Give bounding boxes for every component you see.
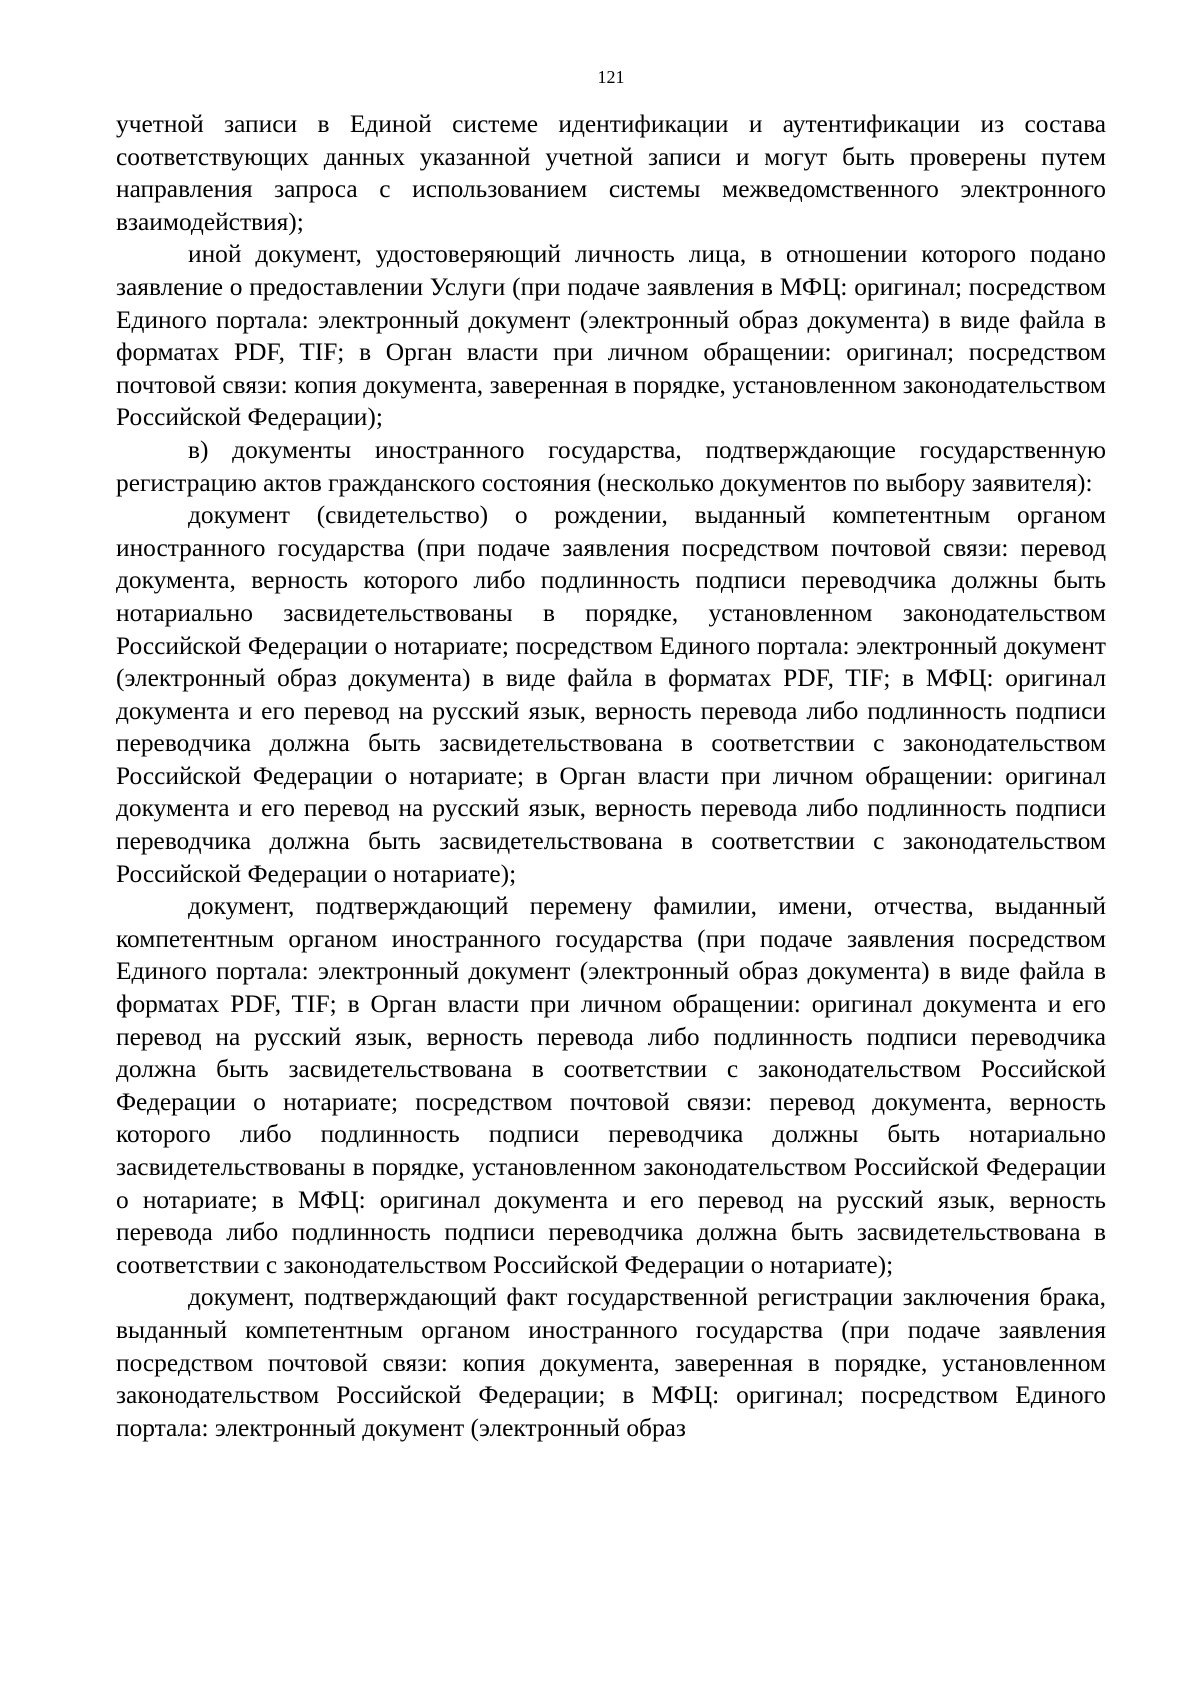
paragraph-foreign-state-documents: в) документы иностранного государства, подтверждающие государственную регистрацию актов гражданского состояния (несколько документов по выбору заявителя):: [116, 435, 1106, 497]
document-page: [116, 66, 1106, 1444]
paragraph-name-change-document: документ, подтверждающий перемену фамилии, имени, отчества, выданный компетентным органом иностранного государства (при подаче заявления посредством Единого портала: электронный документ (электронный образ документа) в виде файла в форматах PDF, TIF; в Орган власти при личном обращении: оригинал документа и его перевод на русский язык, верность перевода либо подлинность подписи переводчика должна быть засвидетельствована в соответствии с законодательством Российской Федерации о нотариате; посредством почтовой связи: перевод документа, верность которого либо подлинность подписи переводчика должны быть нотариально засвидетельствованы в порядке, установленном законодательством Российской Федерации о нотариате; в МФЦ: оригинал документа и его перевод на русский язык, верность перевода либо подлинность подписи переводчика должна быть засвидетельствована в соответствии с законодательством Российской Федерации о нотариате);: [116, 892, 1106, 1279]
page-number: 121: [597, 67, 625, 87]
paragraph-marriage-registration: документ, подтверждающий факт государственной регистрации заключения брака, выданный компетентным органом иностранного государства (при подаче заявления посредством почтовой связи: копия документа, заверенная в порядке, установленном законодательством Российской Федерации; в МФЦ: оригинал; посредством Единого портала: электронный документ (электронный образ: [116, 1283, 1106, 1442]
paragraph-account-record: учетной записи в Единой системе идентификации и аутентификации из состава соответствующих данных указанной учетной записи и могут быть проверены путем направления запроса с использованием системы межведомственного электронного взаимодействия);: [116, 110, 1106, 236]
paragraph-other-identity-document: иной документ, удостоверяющий личность лица, в отношении которого подано заявление о предоставлении Услуги (при подаче заявления в МФЦ: оригинал; посредством Единого портала: электронный документ (электронный образ документа) в виде файла в форматах PDF, TIF; в Орган власти при личном обращении: оригинал; посредством почтовой связи: копия документа, заверенная в порядке, установленном законодательством Российской Федерации);: [116, 240, 1106, 432]
paragraph-birth-certificate: документ (свидетельство) о рождении, выданный компетентным органом иностранного государства (при подаче заявления посредством почтовой связи: перевод документа, верность которого либо подлинность подписи переводчика должны быть нотариально засвидетельствованы в порядке, установленном законодательством Российской Федерации о нотариате; посредством Единого портала: электронный документ (электронный образ документа) в виде файла в форматах PDF, TIF; в МФЦ: оригинал документа и его перевод на русский язык, верность перевода либо подлинность подписи переводчика должна быть засвидетельствована в соответствии с законодательством Российской Федерации о нотариате; в Орган власти при личном обращении: оригинал документа и его перевод на русский язык, верность перевода либо подлинность подписи переводчика должна быть засвидетельствована в соответствии с законодательством Российской Федерации о нотариате);: [116, 501, 1106, 888]
